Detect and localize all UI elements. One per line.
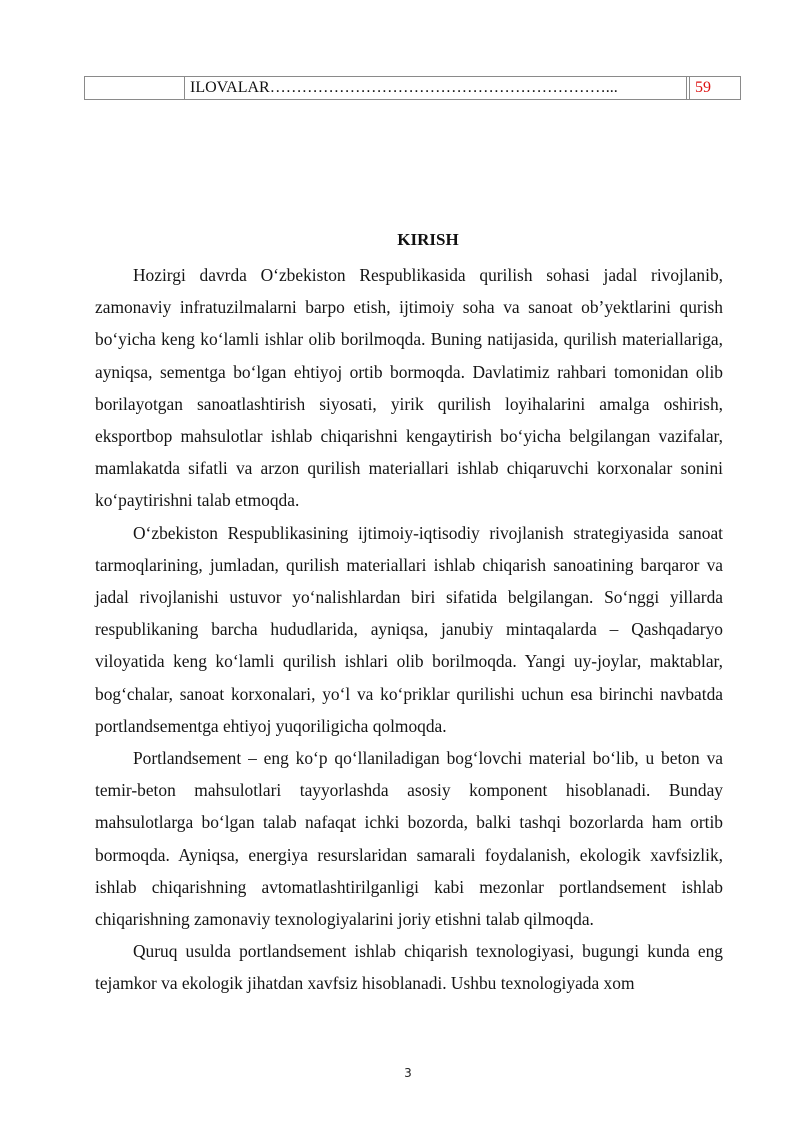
toc-row bbox=[84, 76, 741, 100]
paragraph: Hozirgi davrda O‘zbekiston Respublikasida qurilish sohasi jadal rivojlanib, zamonaviy infratuzilmalarni barpo etish, ijtimoiy soha va sanoat ob’yektlarini qurish bo‘yicha keng ko‘lamli ishlar olib borilmoqda. Buning natijasida, qurilish materiallariga, ayniqsa, sementga bo‘lgan ehtiyoj ortib bormoqda. Davlatimiz rahbari tomonidan olib borilayotgan sanoatlashtirish siyosati, yirik qurilish loyihalarini amalga oshirish, eksportbop mahsulotlar ishlab chiqarishni kengaytirish bo‘yicha belgilangan vazifalar, mamlakatda sifatli va arzon qurilish materiallari ishlab chiqaruvchi korxonalar sonini ko‘paytirishni talab etmoqda. bbox=[95, 265, 723, 511]
page-number: 3 bbox=[404, 1066, 412, 1080]
paragraph: O‘zbekiston Respublikasining ijtimoiy-iqtisodiy rivojlanish strategiyasida sanoat tarmoqlarining, jumladan, qurilish materiallari ishlab chiqarish sanoatining barqaror va jadal rivojlanishi ustuvor yo‘nalishlardan biri sifatida belgilangan. So‘nggi yillarda respublikaning barcha hududlarida, ayniqsa, janubiy mintaqalarda – Qashqadaryo viloyatida keng ko‘lamli qurilish ishlari olib borilmoqda. Yangi uy-joylar, maktablar, bog‘chalar, sanoat korxonalari, yo‘l va ko‘priklar qurilishi uchun esa birinchi navbatda portlandsementga ehtiyoj yuqoriligicha qolmoqda. bbox=[95, 522, 723, 736]
toc-entry-title: ILOVALAR………………………………………………………... bbox=[185, 77, 687, 99]
toc-entry-page: 59 bbox=[695, 79, 711, 96]
body-text bbox=[95, 259, 723, 1000]
paragraph: Portlandsement – eng ko‘p qo‘llaniladigan bog‘lovchi material bo‘lib, u beton va temir-beton mahsulotlari tayyorlashda asosiy komponent hisoblanadi. Bunday mahsulotlarga bo‘lgan talab nafaqat ichki bozorda, balki tashqi bozorlarda ham ortib bormoqda. Ayniqsa, energiya resurslaridan samarali foydalanish, ekologik xavfsizlik, ishlab chiqarishning avtomatlashtirilganligi kabi mezonlar portlandsement ishlab chiqarishning zamonaviy texnologiyalarini joriy etishni talab qilmoqda. bbox=[95, 748, 723, 930]
section-heading: KIRISH bbox=[397, 230, 459, 249]
toc-empty-cell bbox=[85, 77, 185, 99]
paragraph: Quruq usulda portlandsement ishlab chiqarish texnologiyasi, bugungi kunda eng tejamkor va ekologik jihatdan xavfsiz hisoblanadi. Ushbu texnologiyada xom bbox=[95, 941, 723, 994]
